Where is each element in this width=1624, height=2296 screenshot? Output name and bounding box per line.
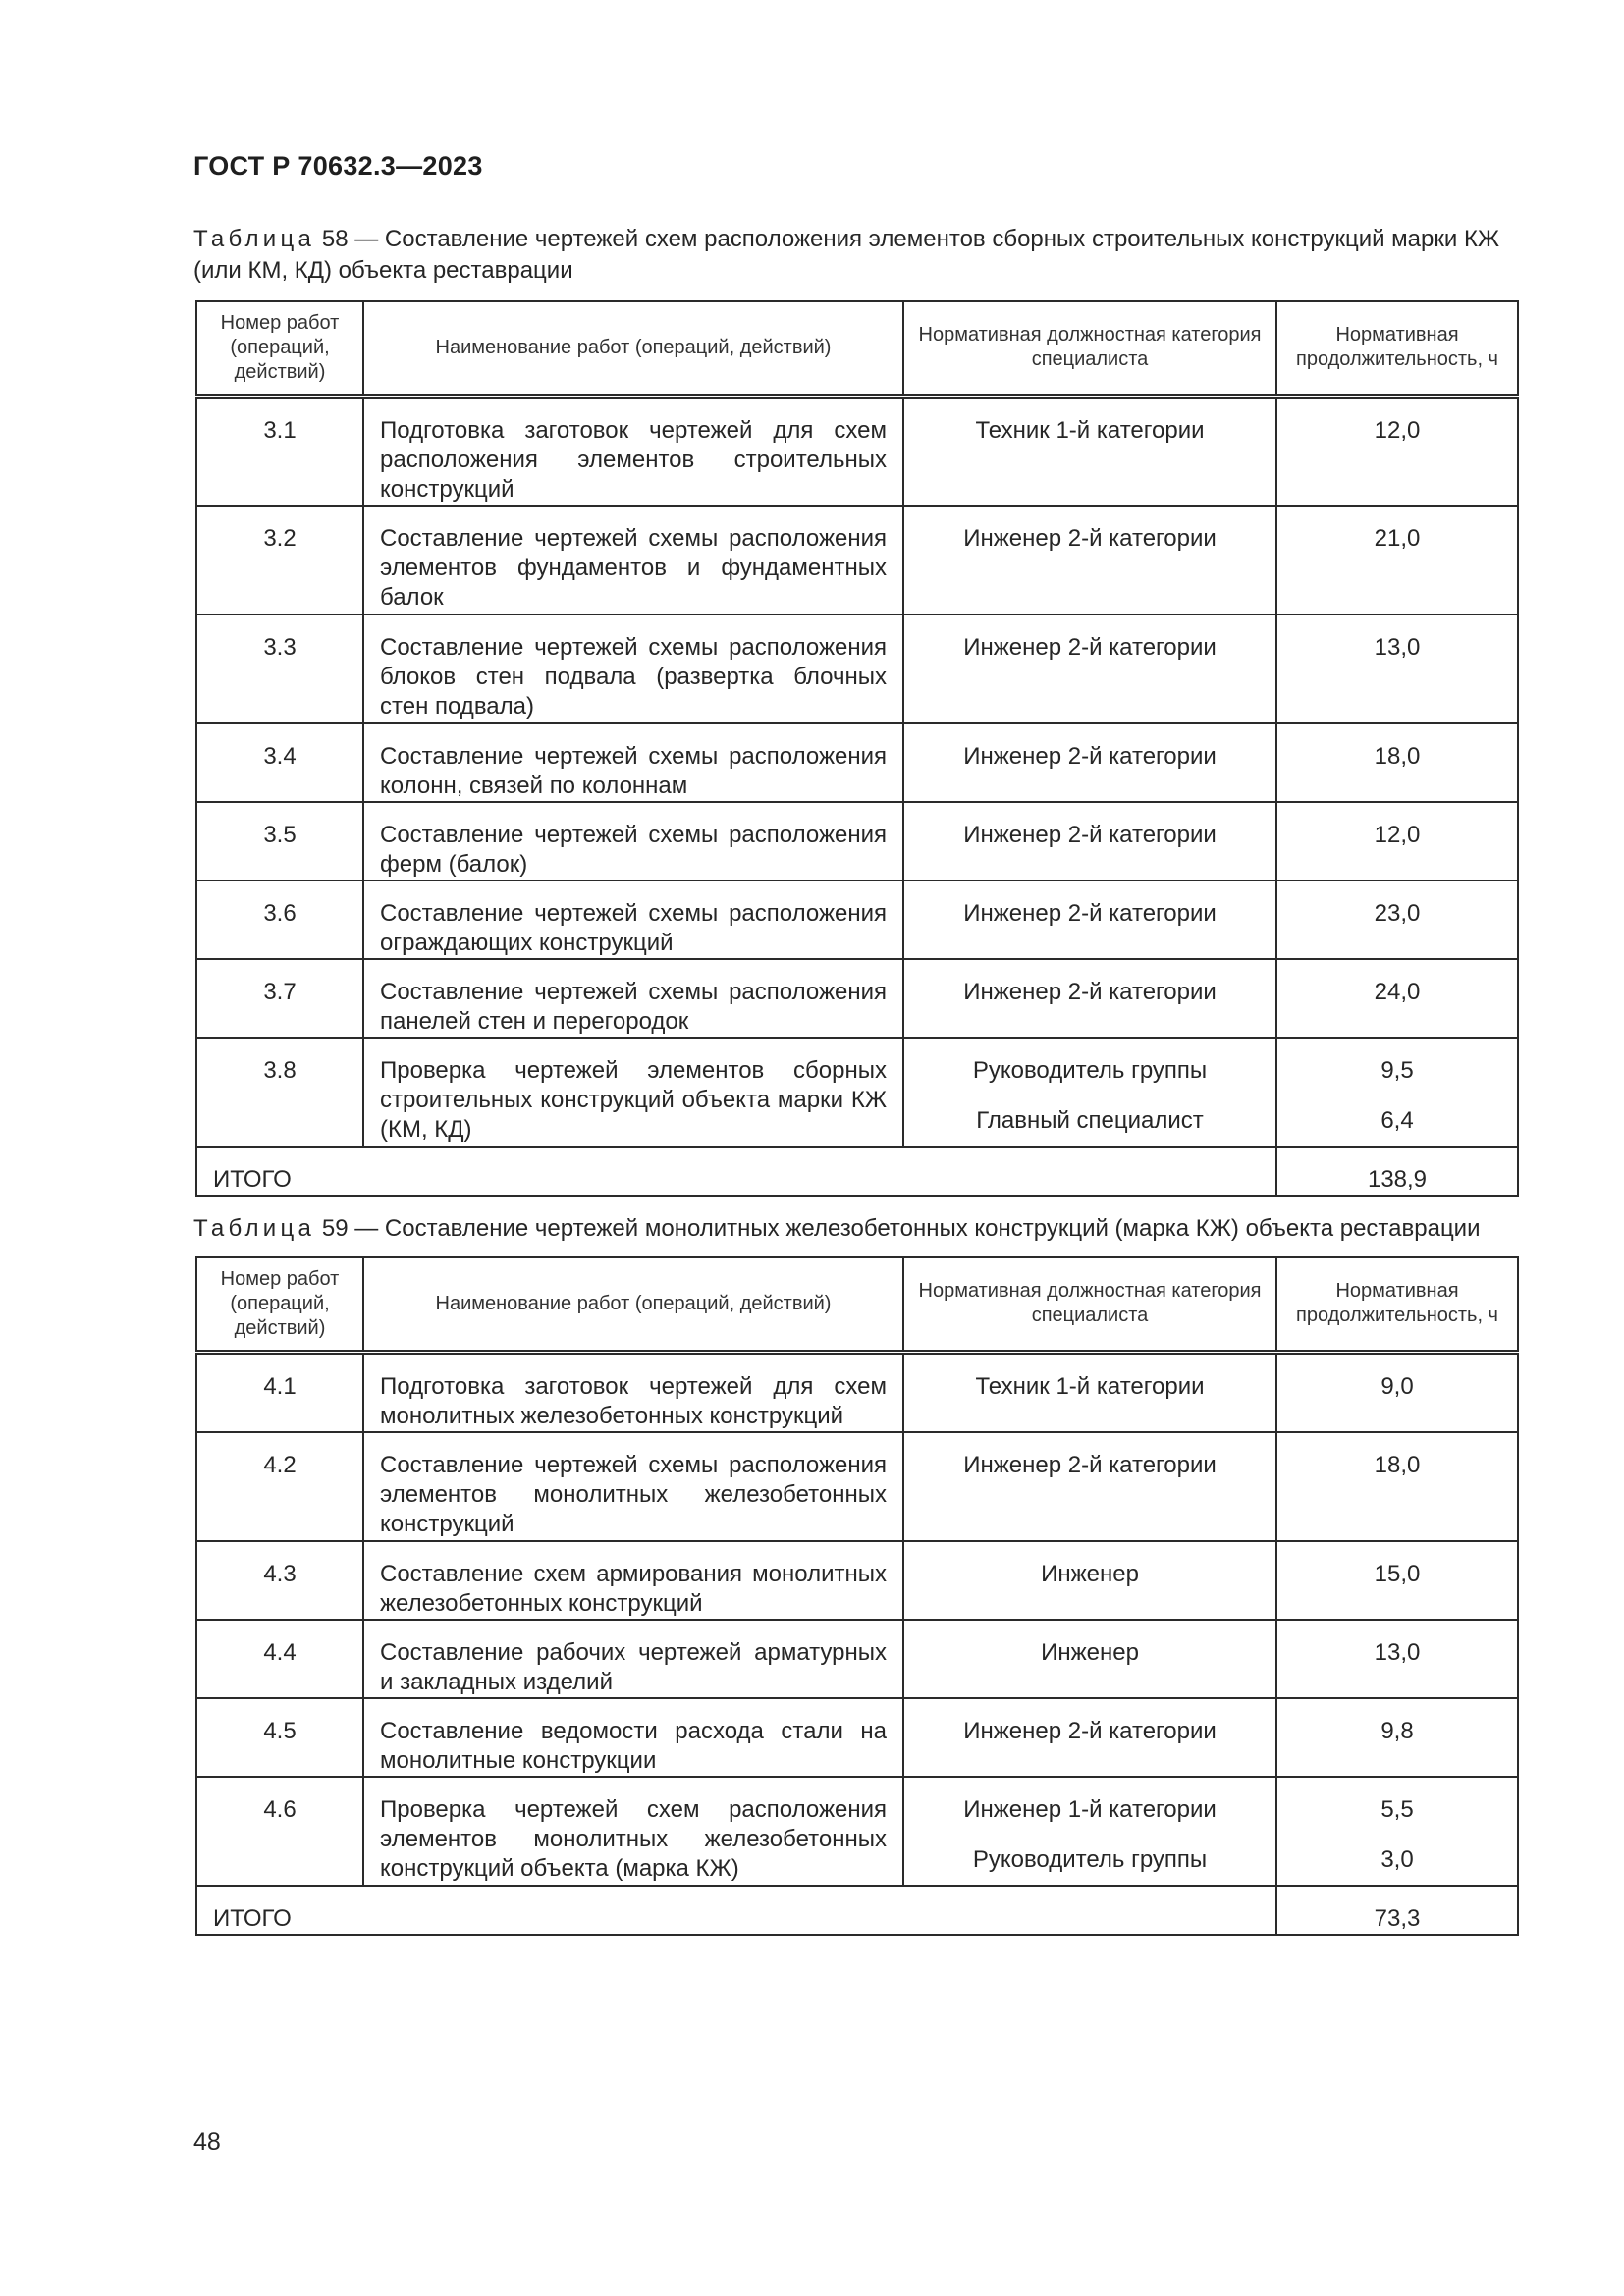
- table-row: [196, 959, 1518, 1038]
- cell-duration: [1276, 723, 1518, 802]
- column-header-duration: Нормативная продолжительность, ч: [1276, 1257, 1518, 1352]
- duration-value: 13,0: [1374, 1638, 1421, 1666]
- cell-duration: [1276, 1698, 1518, 1777]
- table-58-label: Таблица: [193, 226, 316, 252]
- cell-category: [903, 1038, 1276, 1147]
- cell-duration: [1276, 1432, 1518, 1541]
- cell-duration: [1276, 1620, 1518, 1698]
- category-value: Инженер 2-й категории: [963, 821, 1217, 848]
- table-59-number: 59: [321, 1215, 349, 1242]
- cell-category: [903, 1352, 1276, 1432]
- column-header-duration: Нормативная продолжительность, ч: [1276, 301, 1518, 396]
- cell-number: 4.4: [196, 1620, 363, 1698]
- category-value: Инженер 2-й категории: [963, 1451, 1217, 1478]
- cell-name: Составление чертежей схемы расположения ферм (балок): [363, 802, 903, 881]
- column-header-number: Номер работ (операций, действий): [196, 301, 363, 396]
- cell-name: Составление схем армирования монолитных железобетонных конструкций: [363, 1541, 903, 1620]
- duration-value: 18,0: [1374, 742, 1421, 770]
- cell-category: [903, 1620, 1276, 1698]
- category-value: Инженер 2-й категории: [963, 524, 1217, 552]
- table-row: [196, 1352, 1518, 1432]
- duration-value: 9,0: [1380, 1372, 1414, 1400]
- duration-value: 15,0: [1374, 1560, 1421, 1587]
- cell-number: 3.2: [196, 506, 363, 614]
- cell-category: [903, 723, 1276, 802]
- table-row: [196, 1038, 1518, 1147]
- total-value: 73,3: [1276, 1886, 1518, 1935]
- table-row: [196, 506, 1518, 614]
- total-label: ИТОГО: [196, 1886, 1276, 1935]
- category-value: Техник 1-й категории: [975, 1372, 1205, 1400]
- cell-category: [903, 614, 1276, 723]
- column-header-category: Нормативная должностная категория специалиста: [903, 301, 1276, 396]
- cell-name: Составление чертежей схемы расположения ограждающих конструкций: [363, 881, 903, 959]
- table-row: [196, 802, 1518, 881]
- cell-duration: [1276, 1541, 1518, 1620]
- duration-value: 6,4: [1380, 1106, 1414, 1134]
- cell-duration: [1276, 506, 1518, 614]
- cell-category: [903, 959, 1276, 1038]
- cell-name: Составление рабочих чертежей арматурных и закладных изделий: [363, 1620, 903, 1698]
- cell-duration: [1276, 959, 1518, 1038]
- duration-value: 12,0: [1374, 416, 1421, 444]
- total-label: ИТОГО: [196, 1147, 1276, 1196]
- duration-value: 23,0: [1374, 899, 1421, 927]
- table-row: [196, 881, 1518, 959]
- cell-number: 3.4: [196, 723, 363, 802]
- category-value: Инженер 2-й категории: [963, 742, 1217, 770]
- category-value: Главный специалист: [976, 1106, 1204, 1134]
- category-value: Инженер: [1041, 1638, 1139, 1666]
- column-header-category: Нормативная должностная категория специалиста: [903, 1257, 1276, 1352]
- table-59-caption: [193, 1213, 1517, 1245]
- table-row: [196, 1698, 1518, 1777]
- cell-category: [903, 1698, 1276, 1777]
- table-58-number: 58: [321, 226, 349, 252]
- cell-duration: [1276, 881, 1518, 959]
- duration-value: 24,0: [1374, 978, 1421, 1005]
- column-header-number: Номер работ (операций, действий): [196, 1257, 363, 1352]
- column-header-name: Наименование работ (операций, действий): [363, 301, 903, 396]
- cell-number: 3.1: [196, 396, 363, 506]
- category-value: Инженер 1-й категории: [963, 1795, 1217, 1823]
- page-number: 48: [193, 2128, 221, 2156]
- column-header-name: Наименование работ (операций, действий): [363, 1257, 903, 1352]
- category-value: Техник 1-й категории: [975, 416, 1205, 444]
- cell-name: Проверка чертежей элементов сборных строительных конструкций объекта марки КЖ (КМ, КД): [363, 1038, 903, 1147]
- total-row: [196, 1886, 1518, 1935]
- table-58-caption: [193, 224, 1517, 287]
- table-header-row: [196, 1257, 1518, 1352]
- duration-value: 9,8: [1380, 1717, 1414, 1744]
- cell-number: 4.1: [196, 1352, 363, 1432]
- cell-number: 3.5: [196, 802, 363, 881]
- cell-number: 3.6: [196, 881, 363, 959]
- category-value: Инженер 2-й категории: [963, 633, 1217, 661]
- table-59-title: — Составление чертежей монолитных железобетонных конструкций (марка КЖ) объекта реставрации: [354, 1215, 1481, 1242]
- cell-duration: [1276, 1038, 1518, 1147]
- table-row: [196, 614, 1518, 723]
- table-row: [196, 396, 1518, 506]
- duration-value: 12,0: [1374, 821, 1421, 848]
- cell-name: Составление чертежей схемы расположения элементов монолитных железобетонных конструкций: [363, 1432, 903, 1541]
- duration-value: 21,0: [1374, 524, 1421, 552]
- cell-name: Подготовка заготовок чертежей для схем расположения элементов строительных конструкций: [363, 396, 903, 506]
- table-58: [195, 300, 1519, 1197]
- document-header: ГОСТ Р 70632.3—2023: [193, 151, 483, 181]
- duration-value: 3,0: [1380, 1845, 1414, 1873]
- category-value: Руководитель группы: [972, 1845, 1208, 1873]
- cell-duration: [1276, 1352, 1518, 1432]
- category-value: Инженер 2-й категории: [963, 899, 1217, 927]
- category-value: Инженер 2-й категории: [963, 1717, 1217, 1744]
- category-value: Инженер: [1041, 1560, 1139, 1587]
- cell-category: [903, 1541, 1276, 1620]
- cell-category: [903, 802, 1276, 881]
- cell-duration: [1276, 614, 1518, 723]
- table-row: [196, 1432, 1518, 1541]
- duration-value: 9,5: [1380, 1056, 1414, 1084]
- cell-category: [903, 1777, 1276, 1886]
- cell-number: 3.8: [196, 1038, 363, 1147]
- duration-value: 13,0: [1374, 633, 1421, 661]
- table-header-row: [196, 301, 1518, 396]
- cell-number: 3.7: [196, 959, 363, 1038]
- table-59: [195, 1256, 1519, 1936]
- cell-category: [903, 881, 1276, 959]
- cell-name: Подготовка заготовок чертежей для схем монолитных железобетонных конструкций: [363, 1352, 903, 1432]
- category-value: Руководитель группы: [972, 1056, 1208, 1084]
- cell-duration: [1276, 802, 1518, 881]
- category-value: Инженер 2-й категории: [963, 978, 1217, 1005]
- table-58-title: — Составление чертежей схем расположения элементов сборных строительных конструкций марки КЖ (или КМ, КД) объекта реставрации: [193, 226, 1500, 284]
- cell-name: Составление чертежей схемы расположения колонн, связей по колоннам: [363, 723, 903, 802]
- cell-number: 4.6: [196, 1777, 363, 1886]
- cell-name: Составление чертежей схемы расположения панелей стен и перегородок: [363, 959, 903, 1038]
- cell-number: 4.3: [196, 1541, 363, 1620]
- duration-value: 5,5: [1380, 1795, 1414, 1823]
- cell-name: Составление чертежей схемы расположения блоков стен подвала (развертка блочных стен подвала): [363, 614, 903, 723]
- cell-name: Составление ведомости расхода стали на монолитные конструкции: [363, 1698, 903, 1777]
- table-row: [196, 1777, 1518, 1886]
- cell-name: Составление чертежей схемы расположения элементов фундаментов и фундаментных балок: [363, 506, 903, 614]
- table-row: [196, 1620, 1518, 1698]
- total-row: [196, 1147, 1518, 1196]
- duration-value: 18,0: [1374, 1451, 1421, 1478]
- cell-duration: [1276, 1777, 1518, 1886]
- cell-category: [903, 1432, 1276, 1541]
- cell-number: 4.5: [196, 1698, 363, 1777]
- cell-number: 4.2: [196, 1432, 363, 1541]
- cell-duration: [1276, 396, 1518, 506]
- cell-number: 3.3: [196, 614, 363, 723]
- cell-category: [903, 506, 1276, 614]
- cell-category: [903, 396, 1276, 506]
- table-row: [196, 1541, 1518, 1620]
- cell-name: Проверка чертежей схем расположения элементов монолитных железобетонных конструкций объекта (марка КЖ): [363, 1777, 903, 1886]
- table-row: [196, 723, 1518, 802]
- table-59-label: Таблица: [193, 1215, 316, 1242]
- total-value: 138,9: [1276, 1147, 1518, 1196]
